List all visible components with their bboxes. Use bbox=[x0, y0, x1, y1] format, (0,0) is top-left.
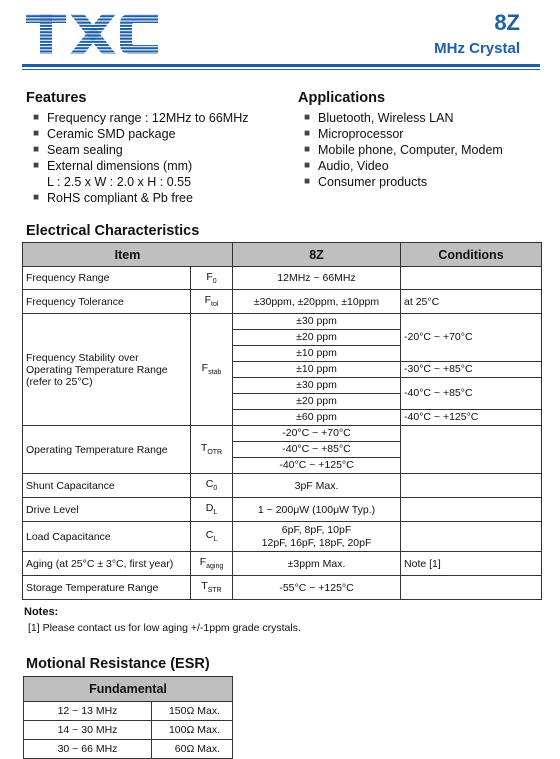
col-header-conditions: Conditions bbox=[401, 243, 542, 267]
bullet-icon: ■ bbox=[33, 192, 40, 203]
list-item: ■ Ceramic SMD package bbox=[33, 127, 176, 141]
list-item: ■ Audio, Video bbox=[304, 159, 389, 173]
table-row: 12 ~ 13 MHz 150Ω Max. bbox=[24, 702, 233, 721]
esr-header: Fundamental bbox=[24, 677, 233, 702]
list-item: ■ Seam sealing bbox=[33, 143, 123, 157]
table-row: Operating Temperature Range $T_{OTR}$ -20°C ~ +70°C -40°C ~ +85°C -40°C ~ +125°C bbox=[23, 426, 542, 474]
txc-logo bbox=[26, 12, 158, 61]
symbol: $F_{stab}$ bbox=[191, 314, 233, 426]
bullet-icon: ■ bbox=[33, 160, 40, 171]
table-row: 14 ~ 30 MHz 100Ω Max. bbox=[24, 721, 233, 740]
table-row: Frequency Tolerance $F_{tol}$ ±30ppm, ±20ppm, ±10ppm at 25°C bbox=[23, 290, 542, 314]
symbol: $C_L$ bbox=[191, 522, 233, 552]
list-item: ■ External dimensions (mm) L : 2.5 x W : 2.0 x H : 0.55 bbox=[27, 158, 248, 190]
table-row: Drive Level $D_L$ 1 ~ 200μW (100μW Typ.) bbox=[23, 498, 542, 522]
symbol: $F_{tol}$ bbox=[191, 290, 233, 314]
features-list bbox=[27, 110, 248, 206]
applications-title: Applications bbox=[298, 90, 386, 106]
dimensions-detail: L : 2.5 x W : 2.0 x H : 0.55 bbox=[47, 175, 192, 189]
bullet-icon: ■ bbox=[33, 128, 40, 139]
esr-table bbox=[23, 676, 233, 759]
bullet-icon: ■ bbox=[33, 144, 40, 155]
note-1: [1] Please contact us for low aging +/-1ppm grade crystals. bbox=[28, 622, 301, 634]
features-title: Features bbox=[26, 90, 87, 106]
table-row: 30 ~ 66 MHz 60Ω Max. bbox=[24, 740, 233, 759]
header-rule bbox=[22, 64, 540, 67]
col-header-item: Item bbox=[23, 243, 233, 267]
header-rule-thin bbox=[22, 69, 540, 70]
table-header-row bbox=[23, 243, 542, 267]
symbol: $T_{OTR}$ bbox=[191, 426, 233, 474]
table-header-row bbox=[24, 677, 233, 702]
list-item: ■ RoHS compliant & Pb free bbox=[33, 191, 193, 205]
bullet-icon: ■ bbox=[304, 128, 311, 139]
table-row bbox=[23, 314, 542, 426]
electrical-table bbox=[22, 242, 542, 600]
otr-values: -20°C ~ +70°C -40°C ~ +85°C -40°C ~ +125°C bbox=[233, 426, 400, 473]
stability-values: ±30 ppm ±20 ppm ±10 ppm ±10 ppm ±30 ppm ±20 ppm ±60 ppm bbox=[233, 314, 400, 425]
list-item: ■ Consumer products bbox=[304, 175, 428, 189]
table-row: Frequency Range $F_0$ 12MHz ~ 66MHz bbox=[23, 267, 542, 290]
symbol: $T_{STR}$ bbox=[191, 576, 233, 600]
product-model: 8Z bbox=[494, 10, 520, 35]
list-item: ■ Frequency range : 12MHz to 66MHz bbox=[33, 111, 249, 125]
symbol: $C_0$ bbox=[191, 474, 233, 498]
txc-logo-graphic bbox=[26, 12, 158, 56]
col-header-model: 8Z bbox=[233, 243, 401, 267]
symbol: $F_{aging}$ bbox=[191, 552, 233, 576]
list-item: ■ Mobile phone, Computer, Modem bbox=[304, 143, 503, 157]
electrical-title: Electrical Characteristics bbox=[26, 223, 200, 239]
table-row: Aging (at 25°C ± 3°C, first year) $F_{aging}$ ±3ppm Max. Note [1] bbox=[23, 552, 542, 576]
stability-conditions: -20°C ~ +70°C -30°C ~ +85°C -40°C ~ +85°C -40°C ~ +125°C bbox=[401, 314, 541, 425]
notes-title: Notes: bbox=[24, 606, 59, 618]
table-row: Storage Temperature Range $T_{STR}$ -55°C ~ +125°C bbox=[23, 576, 542, 600]
symbol: $F_0$ bbox=[191, 267, 233, 290]
bullet-icon: ■ bbox=[33, 112, 40, 123]
applications-list bbox=[298, 110, 503, 190]
bullet-icon: ■ bbox=[304, 112, 311, 123]
bullet-icon: ■ bbox=[304, 144, 311, 155]
product-subtitle: MHz Crystal bbox=[434, 40, 520, 57]
bullet-icon: ■ bbox=[304, 176, 311, 187]
esr-title: Motional Resistance (ESR) bbox=[26, 656, 210, 672]
table-row: Load Capacitance $C_L$ 6pF, 8pF, 10pF 12pF, 16pF, 18pF, 20pF bbox=[23, 522, 542, 552]
list-item: ■ Microprocessor bbox=[304, 127, 404, 141]
symbol: $D_L$ bbox=[191, 498, 233, 522]
bullet-icon: ■ bbox=[304, 160, 311, 171]
stability-item: Frequency Stability over Operating Temperature Range (refer to 25°C) bbox=[23, 314, 191, 426]
table-row: Shunt Capacitance $C_0$ 3pF Max. bbox=[23, 474, 542, 498]
list-item: ■ Bluetooth, Wireless LAN bbox=[304, 111, 454, 125]
